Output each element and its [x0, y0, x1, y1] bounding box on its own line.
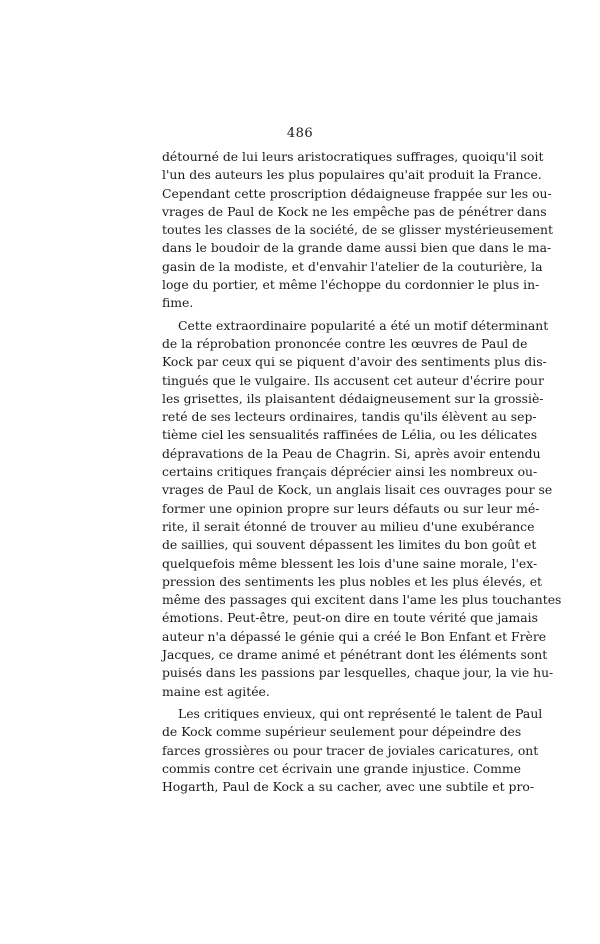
text-line: pression des sentiments les plus nobles et les plus élevés, et [162, 573, 543, 589]
text-line: de Kock comme supérieur seulement pour dépeindre des [162, 724, 522, 740]
text-line: fime. [162, 295, 194, 311]
text-line: quelquefois même blessent les lois d'une saine morale, l'ex- [162, 555, 538, 571]
text-line: de la réprobation prononcée contre les œuvres de Paul de [162, 335, 528, 351]
text-line: maine est agitée. [162, 683, 270, 699]
text-line: Jacques, ce drame animé et pénétrant dont les éléments sont [162, 647, 548, 663]
paragraph-1 [162, 148, 553, 313]
text-line: Les critiques envieux, qui ont représenté le talent de Paul [178, 705, 543, 721]
text-line: les grisettes, ils plaisantent dédaigneusement sur la grossiè- [162, 390, 544, 406]
text-line: de saillies, qui souvent dépassent les limites du bon goût et [162, 537, 537, 553]
text-line: Cependant cette proscription dédaigneuse frappée sur les ou- [162, 185, 552, 201]
text-line: rite, il serait étonné de trouver au milieu d'une exubérance [162, 518, 535, 534]
text-line: certains critiques français déprécier ainsi les nombreux ou- [162, 464, 538, 480]
text-line: auteur n'a dépassé le génie qui a créé le Bon Enfant et Frère [162, 628, 547, 644]
text-line: même des passages qui excitent dans l'ame les plus touchantes [162, 592, 562, 608]
text-line: Kock par ceux qui se piquent d'avoir des sentiments plus dis- [162, 354, 547, 370]
text-line: détourné de lui leurs aristocratiques suffrages, quoiqu'il soit [162, 149, 544, 164]
text-line: farces grossières ou pour tracer de joviales caricatures, ont [162, 742, 539, 758]
page-number: 486 [286, 126, 314, 141]
paragraph-2 [162, 317, 562, 701]
text-line: commis contre cet écrivain une grande injustice. Comme [162, 760, 521, 776]
text-line: émotions. Peut-être, peut-on dire en toute vérité que jamais [162, 610, 539, 626]
text-line: Cette extraordinaire popularité a été un motif déterminant [178, 317, 549, 333]
text-line: gasin de la modiste, et d'envahir l'atelier de la couturière, la [162, 258, 543, 274]
text-line: tingués que le vulgaire. Ils accusent cet auteur d'écrire pour [162, 372, 544, 388]
text-line: toutes les classes de la société, de se glisser mystérieusement [162, 222, 553, 238]
paragraph-3 [162, 705, 543, 796]
text-line: puisés dans les passions par lesquelles, chaque jour, la vie hu- [162, 665, 554, 681]
text-line: former une opinion propre sur leurs défauts ou sur leur mé- [162, 500, 540, 516]
text-line: vrages de Paul de Kock ne les empêche pas de pénétrer dans [162, 203, 547, 219]
text-line: vrages de Paul de Kock, un anglais lisait ces ouvrages pour se [162, 482, 553, 498]
text-line: Hogarth, Paul de Kock a su cacher, avec une subtile et pro- [162, 779, 535, 795]
text-line: l'un des auteurs les plus populaires qu'ait produit la France. [162, 167, 542, 183]
text-line: dans le boudoir de la grande dame aussi bien que dans le ma- [162, 240, 552, 256]
text-line: tième ciel les sensualités raffinées de Lélia, ou les délicates [162, 427, 538, 443]
text-line: dépravations de la Peau de Chagrin. Si, après avoir entendu [162, 445, 541, 461]
body-text [162, 148, 562, 796]
text-line: loge du portier, et même l'échoppe du cordonnier le plus in- [162, 277, 540, 293]
text-line: reté de ses lecteurs ordinaires, tandis qu'ils élèvent au sep- [162, 409, 537, 425]
